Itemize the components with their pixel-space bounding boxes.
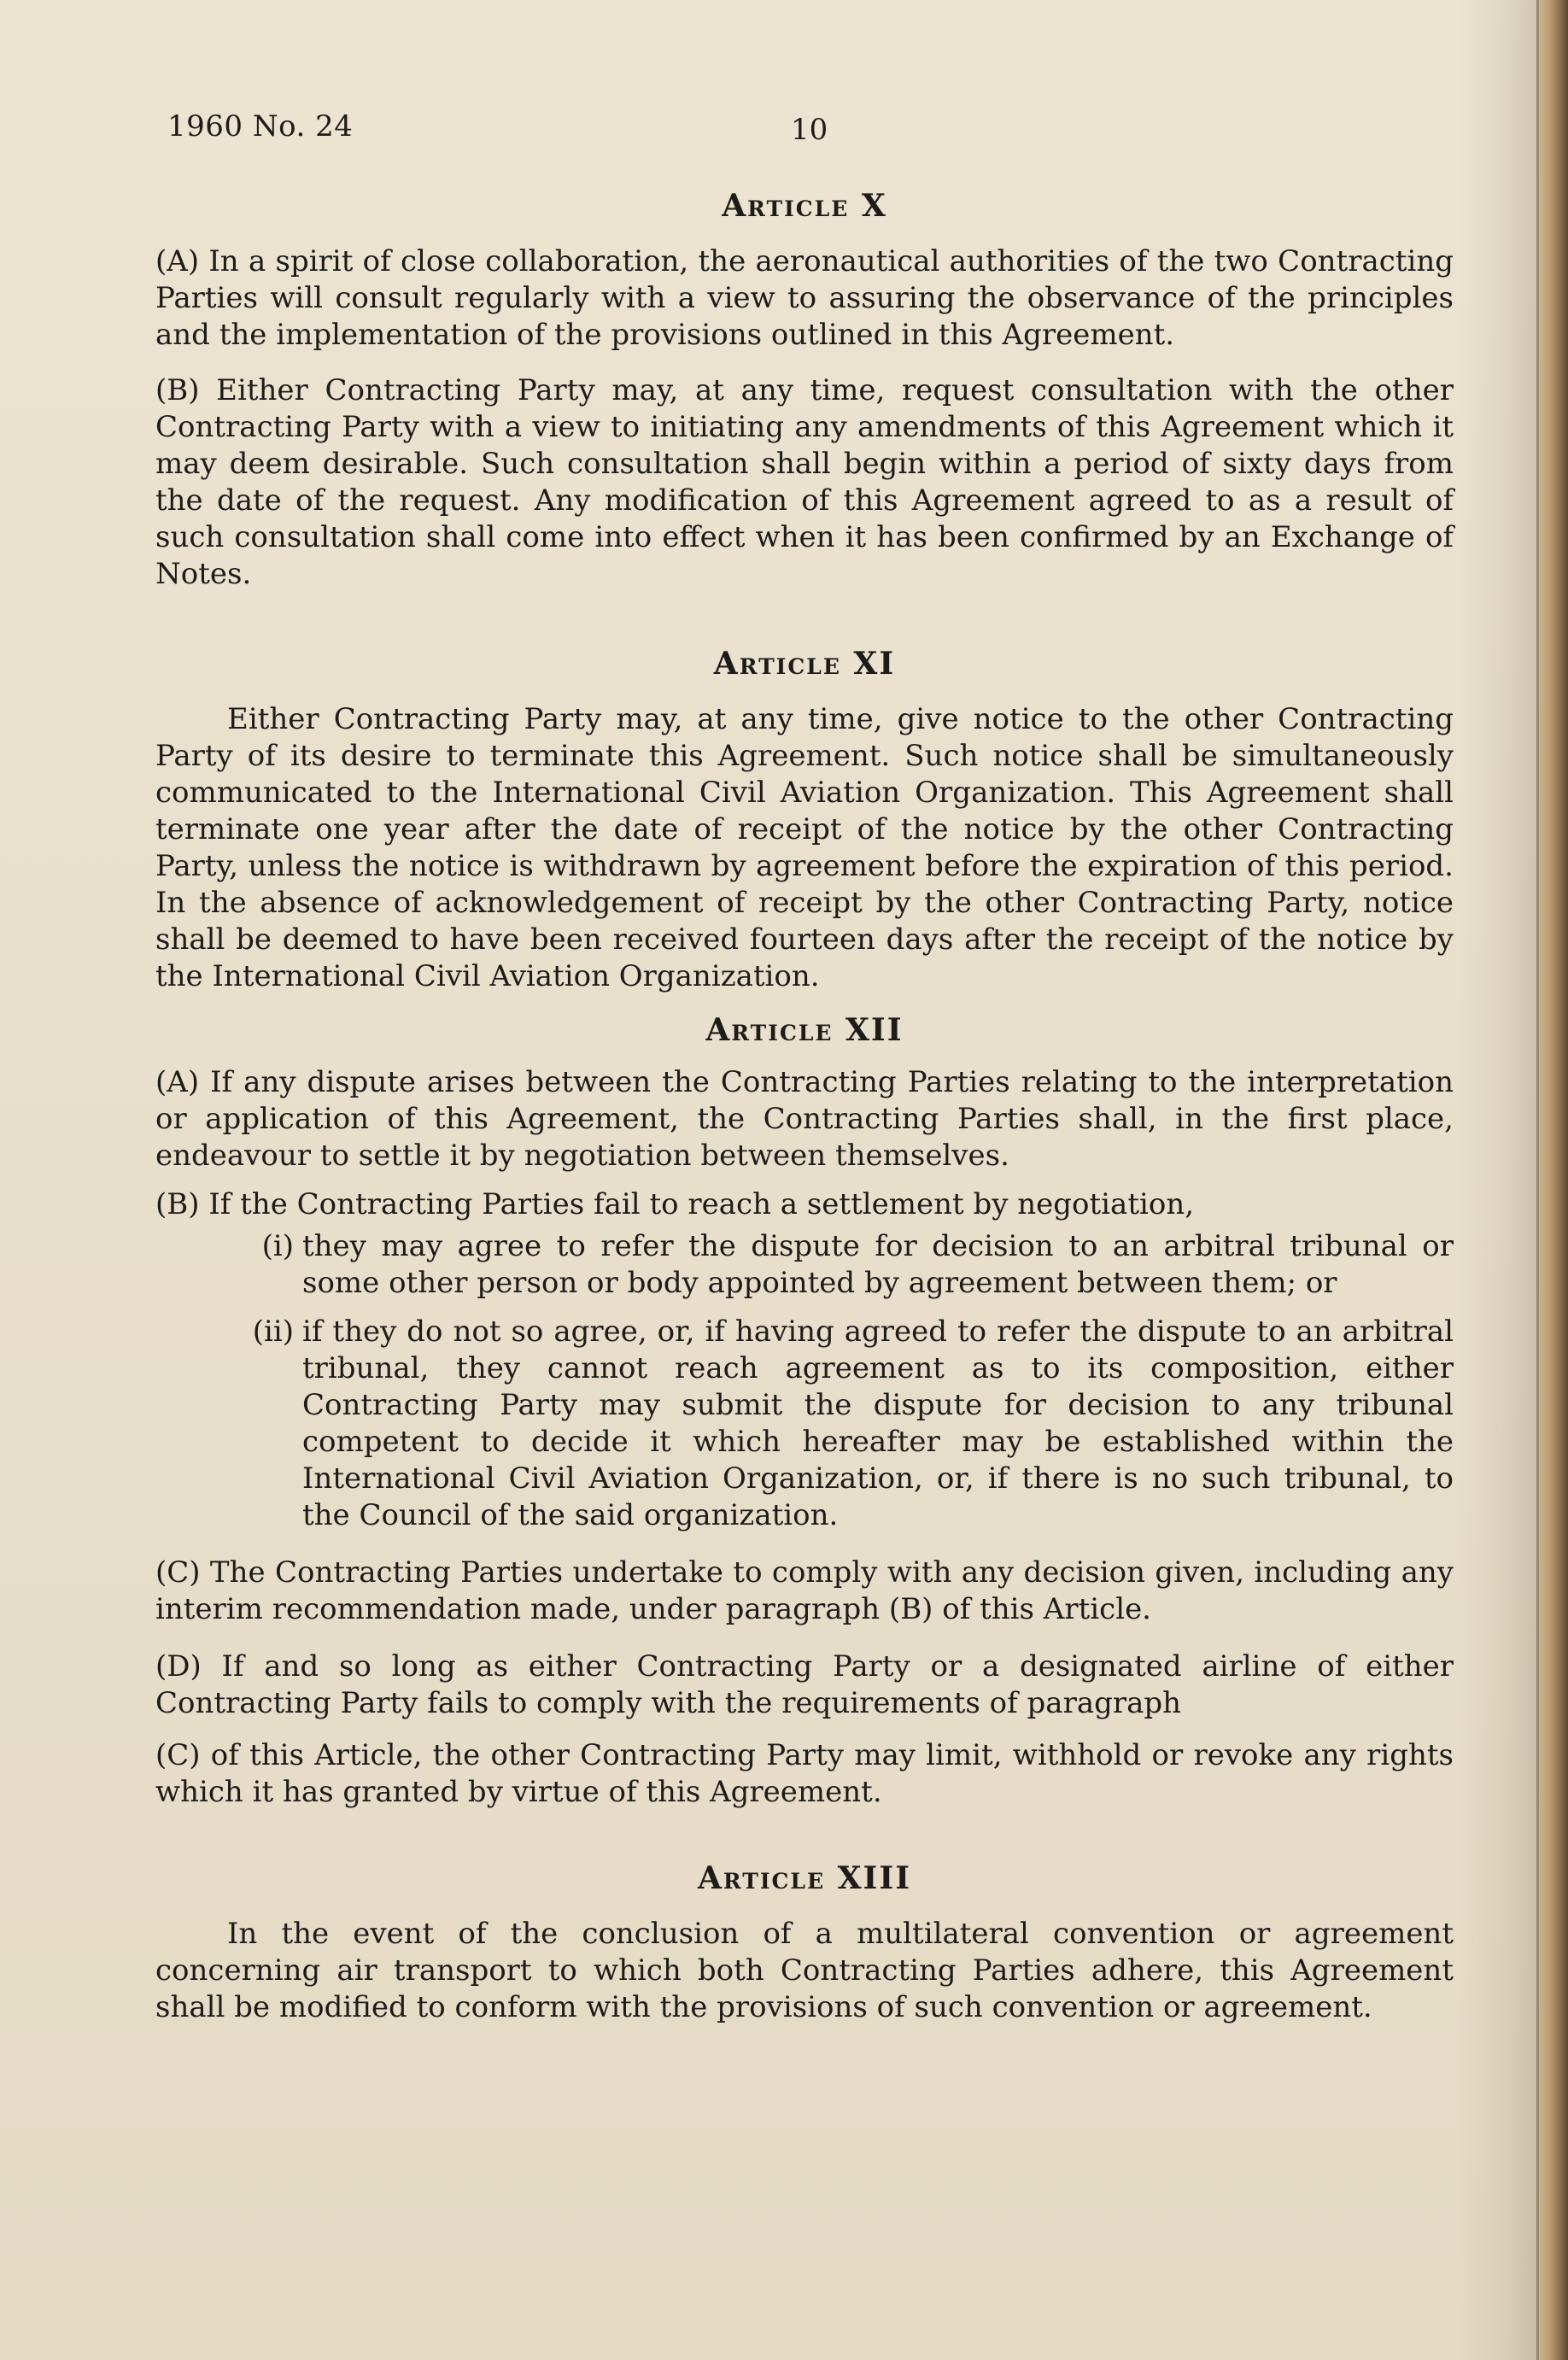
article-xii-para-a: (A) If any dispute arises between the Contracting Parties relating to the interpretation or application of this Agreement, the Contracting Parties shall, in the first place, endeavour to settle it by negotiation between themselves. bbox=[155, 1065, 1454, 1173]
article-xii-para-d-line1: (D) If and so long as either Contracting Party or a designated airline of either Contracting Party fails to comply with the requirements of paragraph bbox=[155, 1649, 1454, 1720]
article-x-para-b: (B) Either Contracting Party may, at any time, request consultation with the other Contracting Party with a view to initiating any amendments of this Agreement which it may deem desirable. Such consultation shall begin within a period of sixty days from the date of the request. Any modification of this Agreement agreed to as a result of such consultation shall come into effect when it has been confirmed by an Exchange of Notes. bbox=[155, 373, 1454, 591]
article-x bbox=[155, 188, 1454, 593]
header-year-number: 1960 No. 24 bbox=[167, 109, 354, 143]
article-xi bbox=[155, 646, 1454, 995]
article-x-title: Article X bbox=[722, 188, 887, 224]
article-xii-sub-ii bbox=[155, 1314, 1454, 1534]
article-xiii bbox=[155, 1860, 1454, 2026]
page-number: 10 bbox=[791, 113, 828, 147]
article-xi-para: Either Contracting Party may, at any time, give notice to the other Contracting Party of its desire to terminate this Agreement. Such notice shall be simultaneously communicated to the International Civil Aviation Organization. This Agreement shall terminate one year after the date of receipt of the notice by the other Contracting Party, unless the notice is withdrawn by agreement before the expiration of this period. In the absence of acknowledgement of receipt by the other Contracting Party, notice shall be deemed to have been received fourteen days after the receipt of the notice by the International Civil Aviation Organization. bbox=[155, 702, 1454, 993]
document-body bbox=[155, 179, 1454, 2026]
article-xiii-title: Article XIII bbox=[697, 1860, 912, 1896]
article-x-para-a: (A) In a spirit of close collaboration, the aeronautical authorities of the two Contracting Parties will consult regularly with a view to assuring the observance of the principles and the implementation of the provisions outlined in this Agreement. bbox=[155, 244, 1454, 352]
article-xii-title: Article XII bbox=[705, 1012, 904, 1048]
article-xii-para-b: (B) If the Contracting Parties fail to reach a settlement by negotiation, bbox=[155, 1187, 1195, 1221]
article-xiii-para: In the event of the conclusion of a multilateral convention or agreement concerning air transport to which both Contracting Parties adhere, this Agreement shall be modified to conform with the provisions of such convention or agreement. bbox=[155, 1917, 1454, 2024]
article-xii-sub-i bbox=[155, 1228, 1454, 1302]
sub-i-label: (i) bbox=[261, 1229, 294, 1263]
sub-i-text: they may agree to refer the dispute for decision to an arbitral tribunal or some other person or body appointed by agreement between them; or bbox=[302, 1229, 1454, 1300]
article-xii-para-d-line2: (C) of this Article, the other Contracting Party may limit, withhold or revoke any rights which it has granted by virtue of this Agreement. bbox=[155, 1738, 1454, 1809]
page-binding-edge bbox=[1539, 0, 1568, 2360]
article-xi-title: Article XI bbox=[713, 646, 896, 682]
article-xii bbox=[155, 1012, 1454, 1811]
sub-ii-label: (ii) bbox=[252, 1315, 294, 1349]
article-xii-para-c: (C) The Contracting Parties undertake to comply with any decision given, including any interim recommendation made, under paragraph (B) of this Article. bbox=[155, 1555, 1454, 1626]
sub-ii-text: if they do not so agree, or, if having agreed to refer the dispute to an arbitral tribunal, they cannot reach agreement as to its composition, either Contracting Party may submit the dispute for decision to any tribunal competent to decide it which hereafter may be established within the International Civil Aviation Organization, or, if there is no such tribunal, to the Council of the said organization. bbox=[302, 1315, 1454, 1532]
page-header bbox=[167, 109, 1448, 152]
